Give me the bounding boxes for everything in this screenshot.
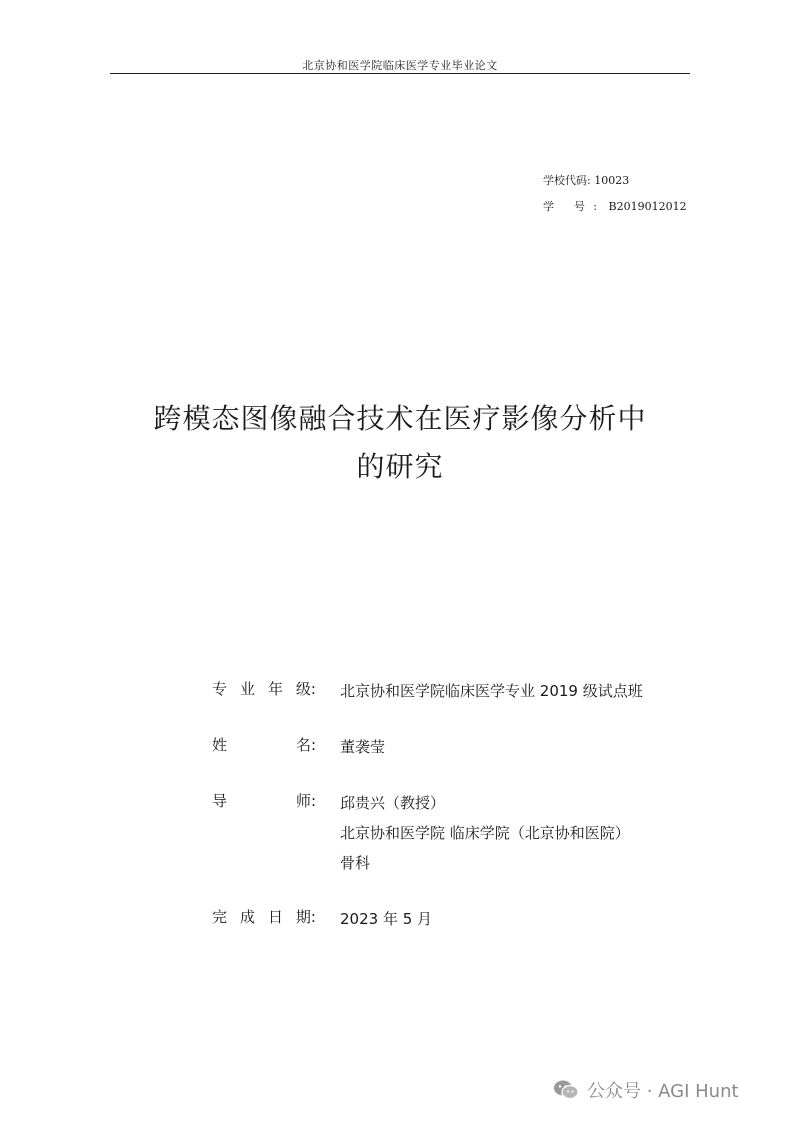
name-label <box>212 732 316 758</box>
label-char: 完 <box>212 908 228 926</box>
date-label <box>212 904 316 930</box>
watermark-text: 公众号 · AGI Hunt <box>587 1081 739 1102</box>
advisor-label <box>212 788 316 814</box>
date-value: 2023 年 5 月 <box>340 910 433 928</box>
label-char: 年 <box>267 680 283 698</box>
watermark <box>553 1077 739 1103</box>
label-char: 级: <box>295 680 316 698</box>
header-rule <box>110 73 690 74</box>
major-value: 北京协和医学院临床医学专业 2019 级试点班 <box>340 682 643 700</box>
running-header: 北京协和医学院临床医学专业毕业论文 <box>302 59 498 72</box>
date-row <box>212 904 643 934</box>
thesis-title <box>100 395 700 491</box>
school-code-label: 学校代码: <box>543 174 591 187</box>
label-char: 成 <box>239 908 255 926</box>
code-block <box>543 168 687 220</box>
label-char: 日 <box>267 908 283 926</box>
advisor-name: 邱贵兴（教授） <box>340 794 446 812</box>
label-char: 导 <box>212 792 228 810</box>
advisor-affiliation: 北京协和医学院 临床学院（北京协和医院） <box>340 824 630 842</box>
advisor-row <box>212 788 643 878</box>
school-code-value: 10023 <box>594 174 630 187</box>
major-label <box>212 676 316 702</box>
label-char: 专 <box>212 680 228 698</box>
advisor-department: 骨科 <box>340 854 371 872</box>
name-row <box>212 732 643 762</box>
name-value: 董袭莹 <box>340 738 386 756</box>
student-id-label: 学 号: <box>543 200 597 213</box>
advisor-value <box>340 788 630 878</box>
info-block <box>212 676 643 960</box>
label-char: 期: <box>295 908 316 926</box>
label-char: 名: <box>295 736 316 754</box>
major-row <box>212 676 643 706</box>
student-id-value: B2019012012 <box>608 200 687 213</box>
school-code-row <box>543 168 687 194</box>
thesis-title-line1: 跨模态图像融合技术在医疗影像分析中 <box>153 402 647 435</box>
label-char: 姓 <box>212 736 228 754</box>
label-char: 师: <box>295 792 316 810</box>
thesis-title-line2: 的研究 <box>356 450 444 483</box>
label-char: 业 <box>239 680 255 698</box>
wechat-icon <box>553 1079 579 1101</box>
student-id-row <box>543 194 687 220</box>
